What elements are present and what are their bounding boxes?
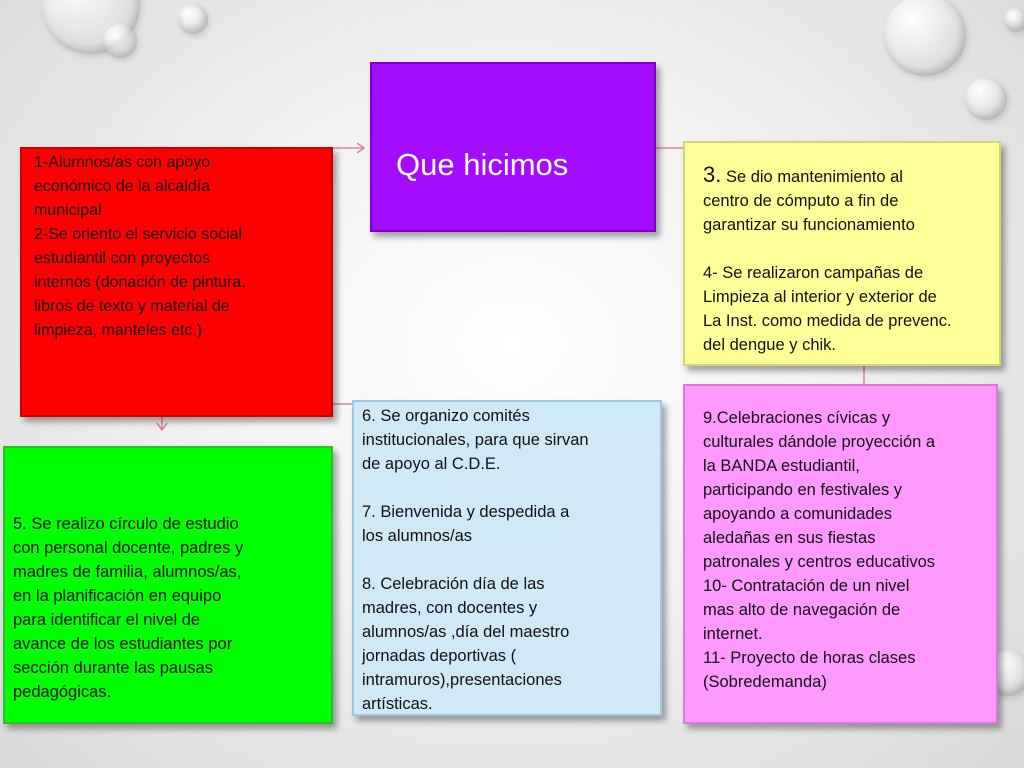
item8-text: 8. Celebración día de las madres, con docentes y alumnos/as ,día del maestro jornadas deportivas ( intramuros),presentaciones artísticas.	[362, 575, 570, 713]
box-pink-text: 9.Celebraciones cívicas y culturales dándole proyección a la BANDA estudiantil, participando en festivales y apoyando a comunidades aledañas en sus fiestas patronales y centros educativos 10- Contratación de un nivel mas alto de navegación de internet. 11- Proyecto de horas clases (Sobredemanda)	[703, 409, 936, 691]
item6-text: 6. Se organizo comités institucionales, para que sirvan de apoyo al C.D.E.	[362, 407, 589, 473]
box-title	[370, 62, 656, 232]
box-committees-events	[352, 400, 662, 716]
item7-text: 7. Bienvenida y despedida a los alumnos/as	[362, 503, 570, 545]
box-celebrations-internet	[683, 384, 998, 724]
item3-text: Se dio mantenimiento al centro de cómputo a fin de garantizar su funcionamiento	[703, 168, 915, 234]
item3-number: 3.	[703, 162, 722, 187]
box-study-circle	[3, 446, 333, 724]
box-green-text: 5. Se realizo círculo de estudio con personal docente, padres y madres de familia, alumnos/as, en la planificación en equipo para identificar el nivel de avance de los estudiantes por sección durante las pausas pedagógicas.	[13, 515, 244, 701]
box-maintenance-cleaning	[683, 141, 1001, 366]
item4-text: 4- Se realizaron campañas de Limpieza al interior y exterior de La Inst. como medida de prevenc. del dengue y chik.	[703, 264, 952, 354]
box-red-text: 1-Alumnos/as con apoyo económico de la alcaldía municipal 2-Se oriento el servicio social estudiantil con proyectos internos (donación de pintura, libros de texto y material de limpieza, manteles etc.)	[34, 154, 246, 339]
diagram-title: Que hicimos	[396, 147, 569, 182]
box-scholarships-social-service	[20, 147, 333, 417]
